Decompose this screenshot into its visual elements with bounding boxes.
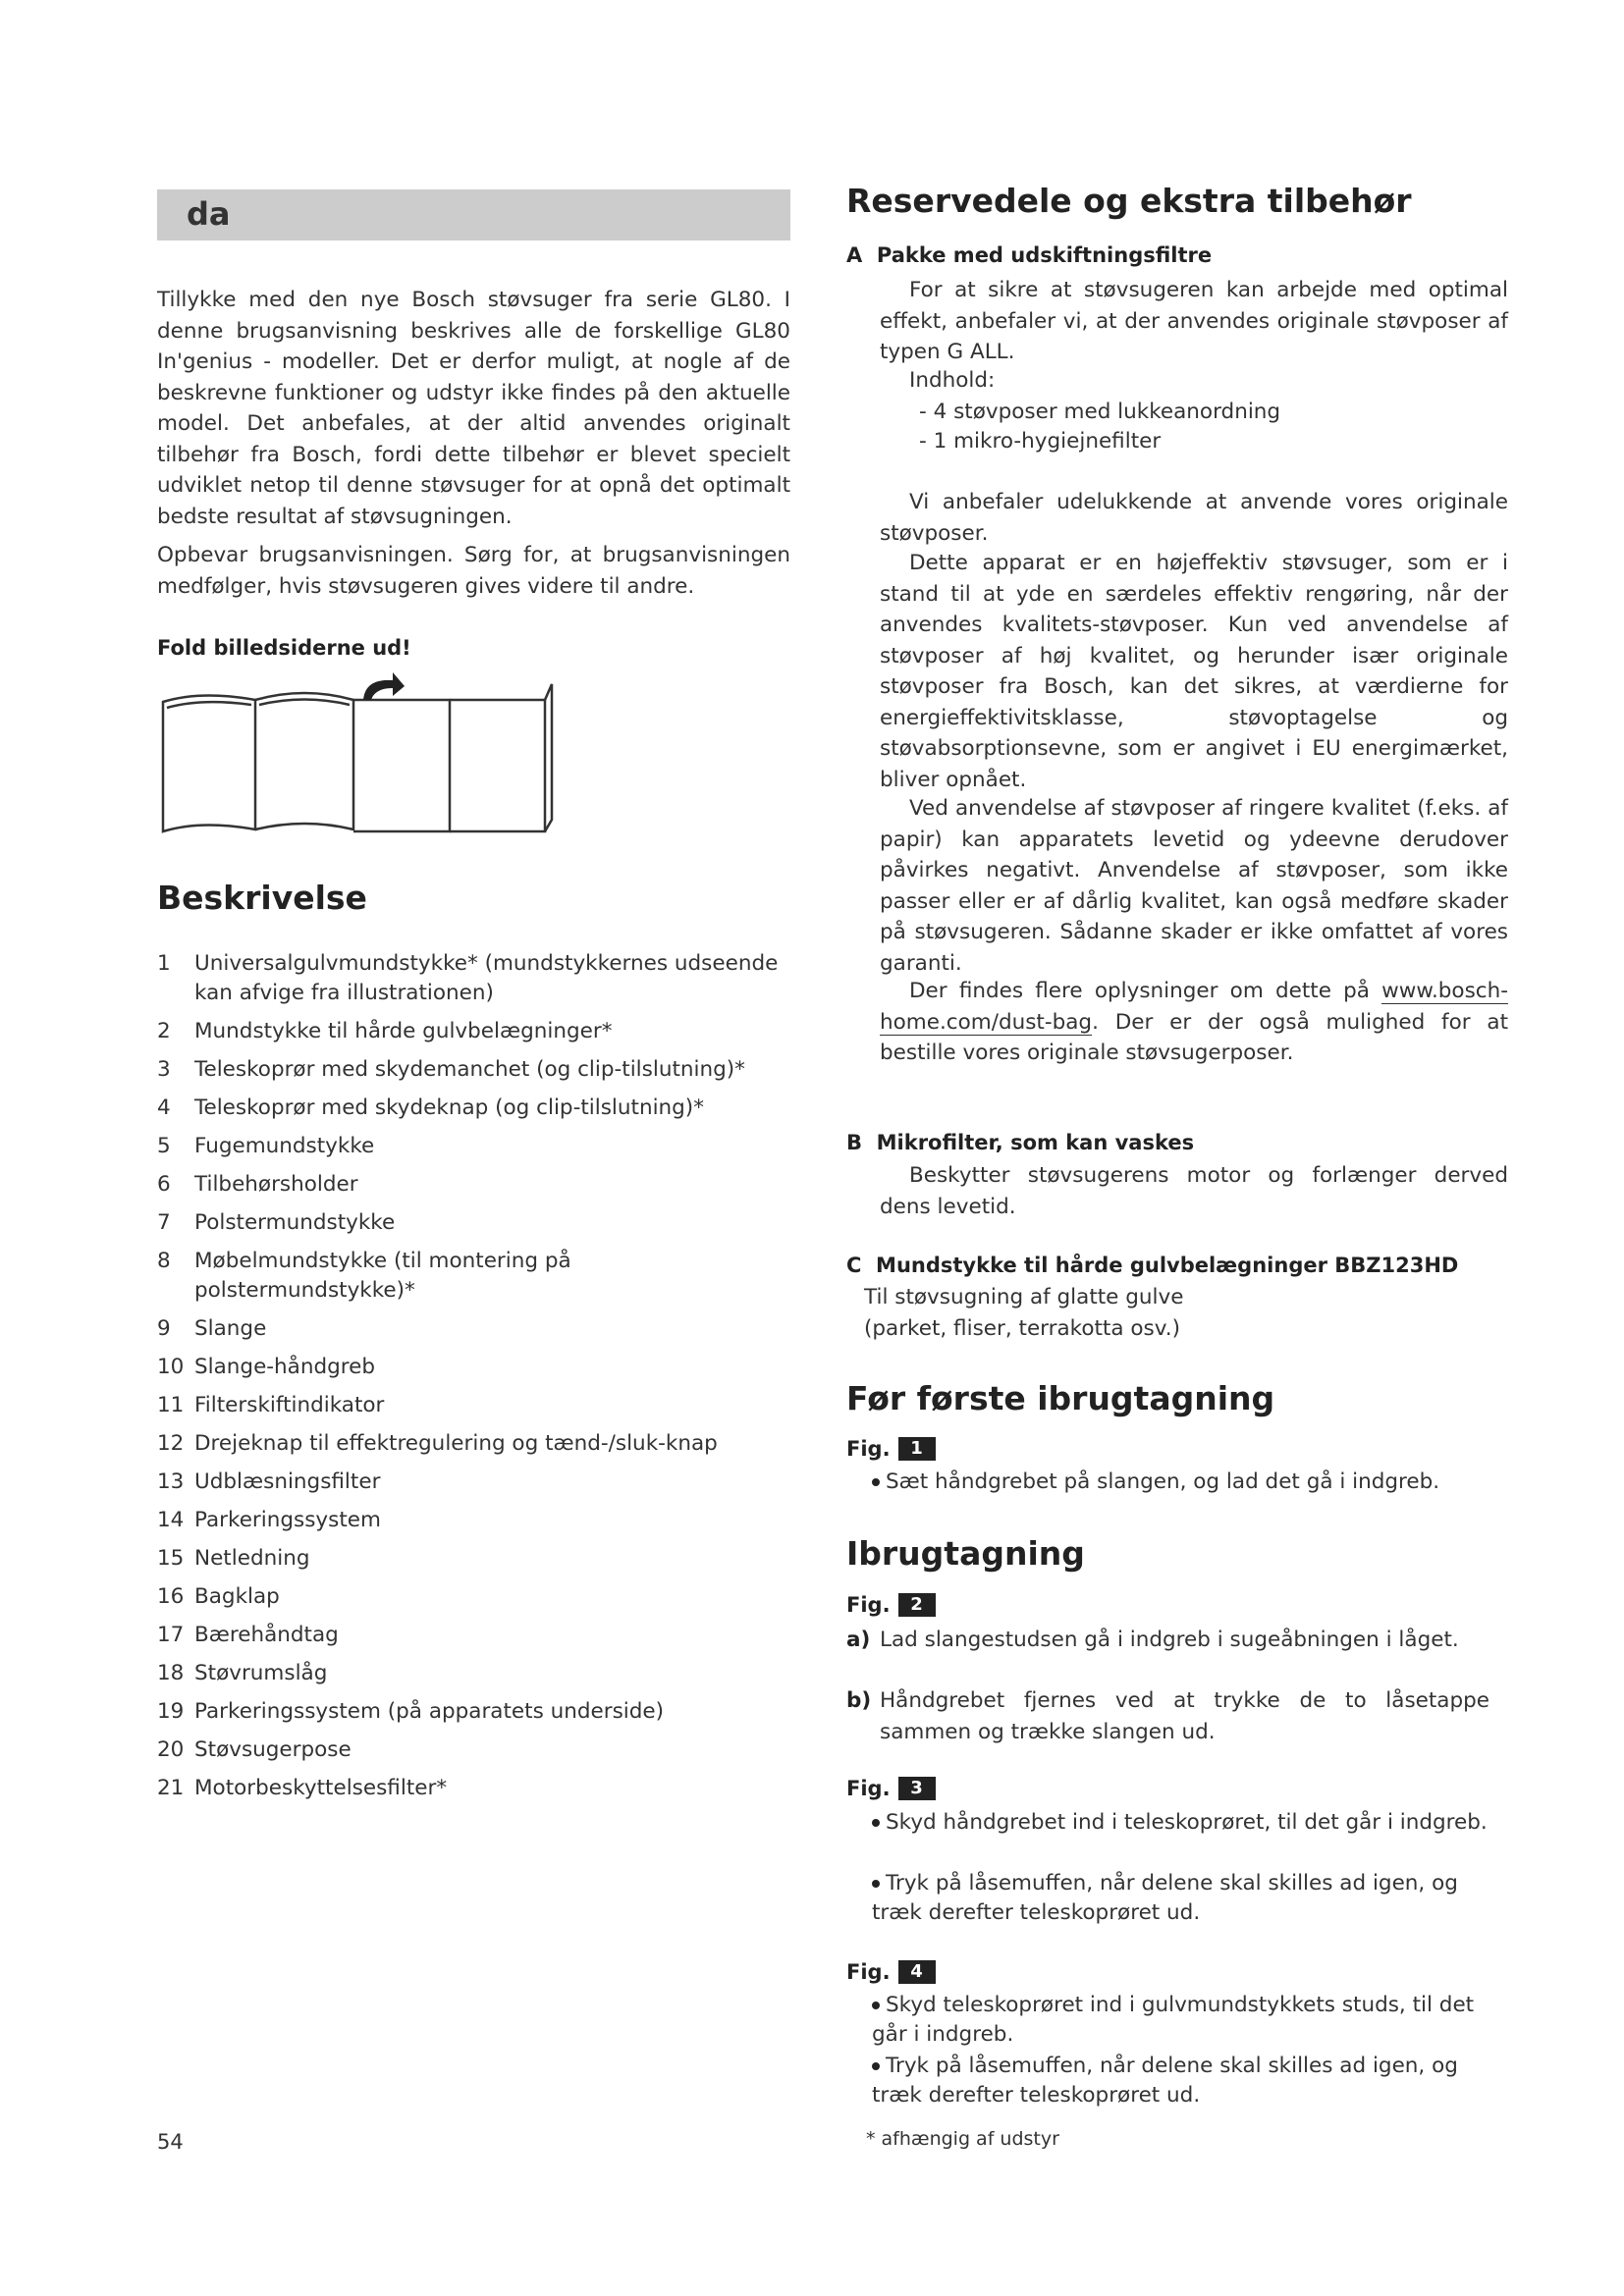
parts-list-item	[157, 1353, 790, 1382]
parts-list-item	[157, 949, 790, 1008]
step-a-label: a)	[846, 1628, 871, 1652]
fig-1-badge: 1	[898, 1437, 936, 1461]
parts-list-number: 13	[157, 1469, 185, 1494]
parts-list-number: 19	[157, 1699, 185, 1724]
fig-2-label	[846, 1593, 936, 1617]
parts-list-number: 11	[157, 1393, 185, 1417]
parts-list-text: Bagklap	[194, 1584, 280, 1609]
parts-list-number: 4	[157, 1095, 171, 1120]
parts-list-number: 17	[157, 1623, 185, 1647]
parts-list-item	[157, 1132, 790, 1161]
section-c-letter: C	[846, 1254, 862, 1277]
parts-list-text: Polstermundstykke	[194, 1210, 396, 1235]
footnote: * afhængig af udstyr	[866, 2128, 1059, 2150]
section-c-line-2: (parket, fliser, terrakotta osv.)	[864, 1316, 1180, 1341]
foer-step	[872, 1468, 1500, 1497]
parts-list-number: 14	[157, 1508, 185, 1532]
bullet-icon	[872, 1819, 880, 1827]
section-b-letter: B	[846, 1131, 863, 1154]
parts-list-text: Mundstykke til hårde gulvbelægninger*	[194, 1019, 613, 1043]
parts-list-text: Drejeknap til effektregulering og tænd-/sluk-knap	[194, 1431, 718, 1456]
parts-list-text: Parkeringssystem	[194, 1508, 381, 1532]
parts-list-text: Udblæsningsfilter	[194, 1469, 381, 1494]
parts-list-item	[157, 1582, 790, 1612]
page-number: 54	[157, 2130, 184, 2154]
fig-3-step-2	[872, 1869, 1500, 1928]
step-b	[846, 1685, 1489, 1747]
indhold-label: Indhold:	[909, 368, 996, 393]
parts-list-number: 3	[157, 1057, 171, 1082]
parts-list-text: Slange-håndgreb	[194, 1355, 376, 1379]
section-b-title: Mikrofilter, som kan vaskes	[876, 1131, 1195, 1154]
fig-text: Fig.	[846, 1593, 891, 1617]
parts-list-item	[157, 1659, 790, 1688]
parts-list-item	[157, 1468, 790, 1497]
parts-list-text: Netledning	[194, 1546, 310, 1571]
fig-3-step-1	[872, 1808, 1500, 1838]
language-bar	[157, 189, 790, 240]
parts-list-text: Bærehåndtag	[194, 1623, 339, 1647]
step-a	[846, 1625, 1489, 1656]
parts-list-item	[157, 1697, 790, 1727]
parts-list-text: Teleskoprør med skydemanchet (og clip-tilslutning)*	[194, 1057, 745, 1082]
more-info-text: Der findes flere oplysninger om dette på	[909, 979, 1370, 1003]
section-a-letter: A	[846, 243, 863, 267]
parts-list-number: 12	[157, 1431, 185, 1456]
bullet-icon	[872, 2062, 880, 2070]
indhold-item-1: - 4 støvposer med lukkeanordning	[919, 400, 1281, 424]
parts-list-item	[157, 1055, 790, 1085]
parts-list-text: Møbelmundstykke (til montering på polstermundstykke)*	[194, 1249, 571, 1303]
fig-4-step-1-text: Skyd teleskoprøret ind i gulvmundstykkets studs, til det går i indgreb.	[872, 1993, 1475, 2047]
parts-list-text: Fugemundstykke	[194, 1134, 375, 1158]
foer-heading: Før første ibrugtagning	[846, 1379, 1275, 1417]
section-c-line-1: Til støvsugning af glatte gulve	[864, 1285, 1184, 1309]
section-a-paragraph-1: For at sikre at støvsugeren kan arbejde med optimal effekt, anbefaler vi, at der anvendes originale støvposer af typen G ALL.	[880, 278, 1508, 364]
fig-text: Fig.	[846, 1777, 891, 1800]
foer-step-text: Sæt håndgrebet på slangen, og lad det gå i indgreb.	[886, 1469, 1440, 1494]
parts-list-text: Filterskiftindikator	[194, 1393, 385, 1417]
parts-list-number: 9	[157, 1316, 171, 1341]
parts-list-number: 10	[157, 1355, 185, 1379]
section-b-heading	[846, 1131, 1194, 1154]
fig-4-step-2-text: Tryk på låsemuffen, når delene skal skilles ad igen, og træk derefter teleskoprøret ud.	[872, 2054, 1458, 2108]
parts-list-text: Slange	[194, 1316, 267, 1341]
more-info-text-2: . Der er der også mulighed for at bestille vores originale støvsugerposer.	[880, 1009, 1508, 1065]
parts-list-text: Støvrumslåg	[194, 1661, 328, 1685]
fig-4-label	[846, 1960, 936, 1984]
parts-list-number: 8	[157, 1249, 171, 1273]
fig-2-badge: 2	[898, 1593, 936, 1617]
section-a-paragraph-5	[880, 976, 1508, 1069]
bullet-icon	[872, 2002, 880, 2009]
fold-out-book-illustration	[157, 672, 560, 844]
parts-list-number: 7	[157, 1210, 171, 1235]
fig-3-badge: 3	[898, 1777, 936, 1800]
intro-paragraph: Tillykke med den nye Bosch støvsuger fra serie GL80. I denne brugsanvisning beskrives alle de forskellige GL80 In'genius - modeller. Det er derfor muligt, at nogle af de beskrevne funktioner og udstyr ikke findes på den aktuelle model. Det anbefales, at der altid anvendes originalt tilbehør fra Bosch, fordi dette tilbehør er blevet specielt udviklet netop til denne støvsuger for at opnå det optimalt bedste resultat af støvsugningen.	[157, 288, 790, 529]
parts-list-text: Universalgulvmundstykke* (mundstykkernes udseende kan afvige fra illustrationen)	[194, 951, 779, 1005]
parts-list	[157, 949, 790, 1812]
parts-list-number: 2	[157, 1019, 171, 1043]
step-b-label: b)	[846, 1688, 872, 1713]
bullet-icon	[872, 1478, 880, 1486]
ibrug-heading: Ibrugtagning	[846, 1534, 1085, 1573]
fig-3-label	[846, 1777, 936, 1800]
fig-3-step-2-text: Tryk på låsemuffen, når delene skal skilles ad igen, og træk derefter teleskoprøret ud.	[872, 1871, 1458, 1925]
step-b-text: Håndgrebet fjernes ved at trykke de to låsetappe sammen og trække slangen ud.	[880, 1688, 1489, 1744]
parts-list-number: 21	[157, 1776, 185, 1800]
parts-list-number: 6	[157, 1172, 171, 1197]
parts-list-item	[157, 1208, 790, 1238]
parts-list-item	[157, 1314, 790, 1344]
section-a-paragraph-4: Ved anvendelse af støvposer af ringere kvalitet (f.eks. af papir) kan apparatets levetid og ydeevne derudover påvirkes negativt. Anvendelse af støvposer, som ikke passer eller er af dårlig kvalitet, kan også medføre skader på støvsugeren. Sådanne skader er ikke omfattet af vores garanti.	[880, 796, 1508, 976]
section-c-heading	[846, 1254, 1458, 1277]
parts-list-item	[157, 1017, 790, 1046]
step-a-text: Lad slangestudsen gå i indgreb i sugeåbningen i låget.	[880, 1628, 1459, 1652]
parts-list-item	[157, 1621, 790, 1650]
parts-list-number: 18	[157, 1661, 185, 1685]
fig-4-badge: 4	[898, 1960, 936, 1984]
parts-list-number: 1	[157, 951, 171, 976]
parts-list-text: Parkeringssystem (på apparatets underside)	[194, 1699, 665, 1724]
intro-paragraph-2: Opbevar brugsanvisningen. Sørg for, at brugsanvisningen medfølger, hvis støvsugeren gives videre til andre.	[157, 543, 790, 599]
parts-list-item	[157, 1170, 790, 1200]
fig-text: Fig.	[846, 1960, 891, 1984]
parts-list-item	[157, 1429, 790, 1459]
bullet-icon	[872, 1880, 880, 1888]
section-a-heading	[846, 243, 1212, 267]
fig-text: Fig.	[846, 1437, 891, 1461]
parts-list-item	[157, 1735, 790, 1765]
dust-bag-link[interactable]: www.bosch-home.com/dust-bag	[880, 979, 1508, 1035]
parts-list-item	[157, 1774, 790, 1803]
beskrivelse-heading: Beskrivelse	[157, 879, 367, 917]
parts-list-text: Motorbeskyttelsesfilter*	[194, 1776, 448, 1800]
section-c-title: Mundstykke til hårde gulvbelægninger BBZ123HD	[876, 1254, 1459, 1277]
section-a-title: Pakke med udskiftningsfiltre	[876, 243, 1213, 267]
section-b-paragraph: Beskytter støvsugerens motor og forlænger derved dens levetid.	[880, 1163, 1508, 1219]
parts-list-item	[157, 1544, 790, 1574]
parts-list-item	[157, 1506, 790, 1535]
parts-list-number: 15	[157, 1546, 185, 1571]
language-code: da	[187, 195, 231, 233]
parts-list-number: 20	[157, 1737, 185, 1762]
parts-list-item	[157, 1391, 790, 1420]
parts-list-item	[157, 1247, 790, 1306]
parts-list-text: Støvsugerpose	[194, 1737, 352, 1762]
fold-arrow-icon	[363, 672, 405, 700]
section-a-paragraph-2: Vi anbefaler udelukkende at anvende vores originale støvposer.	[880, 490, 1508, 546]
fig-3-step-1-text: Skyd håndgrebet ind i teleskoprøret, til det går i indgreb.	[886, 1810, 1488, 1835]
fig-4-step-2	[872, 2052, 1500, 2110]
fold-instruction: Fold billedsiderne ud!	[157, 636, 411, 660]
parts-list-number: 5	[157, 1134, 171, 1158]
reserve-heading: Reservedele og ekstra tilbehør	[846, 182, 1412, 220]
fig-4-step-1	[872, 1991, 1500, 2050]
section-a-paragraph-3: Dette apparat er en højeffektiv støvsuger, som er i stand til at yde en særdeles effektiv rengøring, når der anvendes kvalitets-støvposer. Kun ved anvendelse af støvposer af høj kvalitet, og herunder især originale støvposer fra Bosch, kan det sikres, at værdierne for energieffektivitsklasse, støvoptagelse og støvabsorptionsevne, som er angivet i EU energimærket, bliver opnået.	[880, 551, 1508, 792]
indhold-item-2: - 1 mikro-hygiejnefilter	[919, 429, 1162, 454]
parts-list-item	[157, 1094, 790, 1123]
parts-list-text: Tilbehørsholder	[194, 1172, 358, 1197]
parts-list-number: 16	[157, 1584, 185, 1609]
fig-1-label	[846, 1437, 936, 1461]
parts-list-text: Teleskoprør med skydeknap (og clip-tilslutning)*	[194, 1095, 704, 1120]
